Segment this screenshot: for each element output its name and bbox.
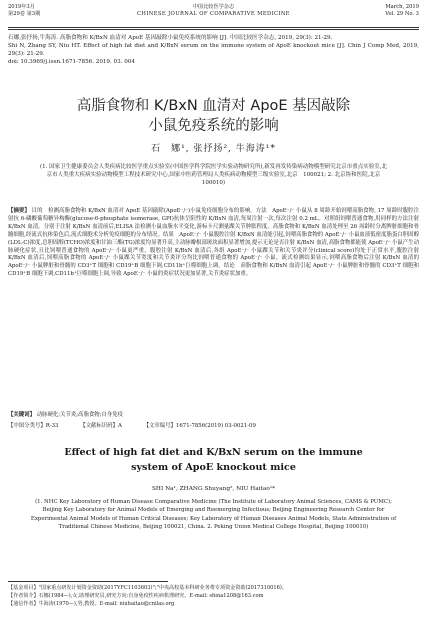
header-right [385,4,419,18]
keywords-cn [8,411,419,419]
article-title-cn [0,96,427,136]
abstract-cn [8,208,419,279]
footnote-author-info: 【作者简介】石娜(1984—),女,助理研究员,研究方向:自身免疫性疾病机理研究。E-mail: shina1208@163.com [8,593,264,599]
article-id: 【文章编号】1671-7856(2019) 03-0021-09 [143,423,256,429]
clc-number: 【中图分类号】R-33 [8,423,59,429]
abstract-label: 【摘要】 [8,208,30,214]
header-rule-thin [8,29,419,30]
keywords-text: 动脉硬化;关节炎;高脂食物;自身免疫 [36,412,123,418]
citation-cn: 石娜,张抒扬,牛海涛. 高脂食物和 K/BxN 血清对 ApoE 基因敲除小鼠免疫系统的影响 [J]. 中国比较医学杂志, 2019, 29(3): 21-29. [8,35,333,41]
footnote-corresponding: 【通信作者】牛海涛(1970—),男,教授。E-mail: niuhaitao@cnilas.org [8,601,175,607]
header-journal-en: CHINESE JOURNAL OF COMPARATIVE MEDICINE [137,11,290,17]
header-journal-cn: 中国比较医学杂志 [192,4,235,10]
document-code: 【文献标识码】A [80,423,122,429]
title-en-line2: system of ApoE knockout mice [131,462,296,473]
authors-cn: 石 娜¹, 张抒扬², 牛海涛¹* [151,144,276,154]
header-date-en: March, 2019 [385,4,419,10]
article-title-en [20,445,407,475]
title-cn-line2: 小鼠免疫系统的影响 [148,118,279,134]
footnote-rule [8,581,168,582]
keywords-label: 【关键词】 [8,412,35,418]
citation-en: Shi N, Zhang SY, Niu HT. Effect of high fat diet and K/BxN serum on the immune system of ApoE knockout mice [J]. Chin J Comp Med, 2019, 29(3): 21-29. [8,43,419,57]
running-header [8,4,419,26]
affiliation-cn: (1. 国家卫生健康委员会人类疾病比较医学重点实验室(中国医学科学院医学实验动物研究所),新发再发传染病动物模型研究北京市重点实验室,北京市人类重大疾病实验动物模型工程技术研究中心,国家中医药管理局人类疾病动物模型三级实验室,北京 100021; 2. 北京协和医院,北京 100010) [40,164,387,187]
title-en-line1: Effect of high fat diet and K/BxN serum on the immune [64,447,363,458]
header-volume-cn: 第29卷 第3期 [8,11,41,17]
header-volume-en: Vol. 29 No. 3 [385,11,419,17]
header-rule [8,27,419,28]
header-center [8,4,419,18]
abstract-text: 目的 检测高脂食物和 K/BxN 血清对 ApoE 基因敲除(ApoE⁻/⁻)小鼠免疫细胞分布的影响。方法 ApoE⁻/⁻ 小鼠从 8 周龄开始饲喂高脂食物, 17 周龄时腹腔注射抗 6-磷酸葡萄糖异构酶(glucose-6-phosphate isomerase, GPI)抗体呈阳性的 K/BxN 血清,每周注射一次,每次注射 0.2 mL。对照组饲喂普通食物,用同样的方法注射 K/BxN 血清。分别于注射 K/BxN 血清前后,ELISA 法检测小鼠血脂水平变化,游标卡尺测量踝关节肿胀程度。高脂食物和 K/BxN 血清处理至 26 周龄时分离脾脏细胞和骨髓细胞,经流式抗体染色后,流式细胞术分析免疫细胞的分布情况。结果 ApoE⁻/⁻ 小鼠腹腔注射 K/BxN 血清能引起,饲喂高脂食物的 ApoE⁻/⁻ 小鼠血液低密度脂蛋白胆固醇(LDL-C)浓度,总胆固醇(TCHO)浓度和甘油三酯(TG)浓度均显著升高,主动脉瓣根部斑块面积显著增加,提示无论是否注射 K/BxN 血清,高脂食物都能使 ApoE⁻/⁻ 小鼠产生动脉硬化症状,且比饲喂普通食物的 ApoE⁻/⁻ 小鼠更严重。腹腔注射 K/BxN 血清后,各组 ApoE⁻/⁻ 小鼠踝关节和关节炎评分(clinical score)均处于正常水平,腹腔注射 K/BxN 血清后,饲喂高脂食物的 ApoE⁻/⁻ 小鼠踝关节宽度和关节炎评分均比饲喂普通食物的 ApoE⁻/⁻ 小鼠。流式检测结果显示,饲喂高脂食物后注射 K/BxN 血清的 ApoE⁻/⁻ 小鼠脾脏和骨髓的 CD3⁺T 细胞和 CD19⁺B 细胞下调,CD11b⁺巨噬细胞上调。结论 高脂食物和 K/BxN 血清引起 ApoE⁻/⁻ 小鼠脾脏和骨髓的 CD3⁺T 细胞和 CD19⁺B 细胞下调,CD11b⁺巨噬细胞上调,导致 ApoE⁻/⁻ 小鼠的炎症状况更加显著,关节炎症状加重。 [8,208,419,278]
title-cn-line1: 高脂食物和 K/BxN 血清对 ApoE 基因敲除 [76,98,351,114]
footnote-fund: 【基金项目】"国家重点研发计划资金资助(2017YFC1103603)";"中央高校基本科研业务费专项资金资助(2017310016)。 [8,585,287,591]
authors-en: SHI Na¹, ZHANG Shuyang², NIU Haitao¹* [151,486,276,492]
footnotes [8,584,419,608]
citation-block [8,34,419,66]
header-date-cn: 2019年3月 [8,4,35,10]
citation-doi: doi: 10.3969/j.issn.1671-7856. 2019. 03. 004 [8,59,135,65]
affiliation-en: (1. NHC Key Laboratory of Human Disease Comparative Medicine (The Institute of Laboratory Animal Sciences, CAMS & PUMC); Beijing Key Laboratory for Animal Models of Emerging and Reemerging Infectious; Beijing Engineering Research Center for Experimental Animal Models of Human Critical Diseases; Key Laboratory of Human Diseases Animal Models, State Administration of Traditional Chinese Medicine, Beijing 100021, China. 2. Peking Union Medical College Hospital, Beijing 100010) [30,499,397,531]
classification-line [8,422,419,430]
